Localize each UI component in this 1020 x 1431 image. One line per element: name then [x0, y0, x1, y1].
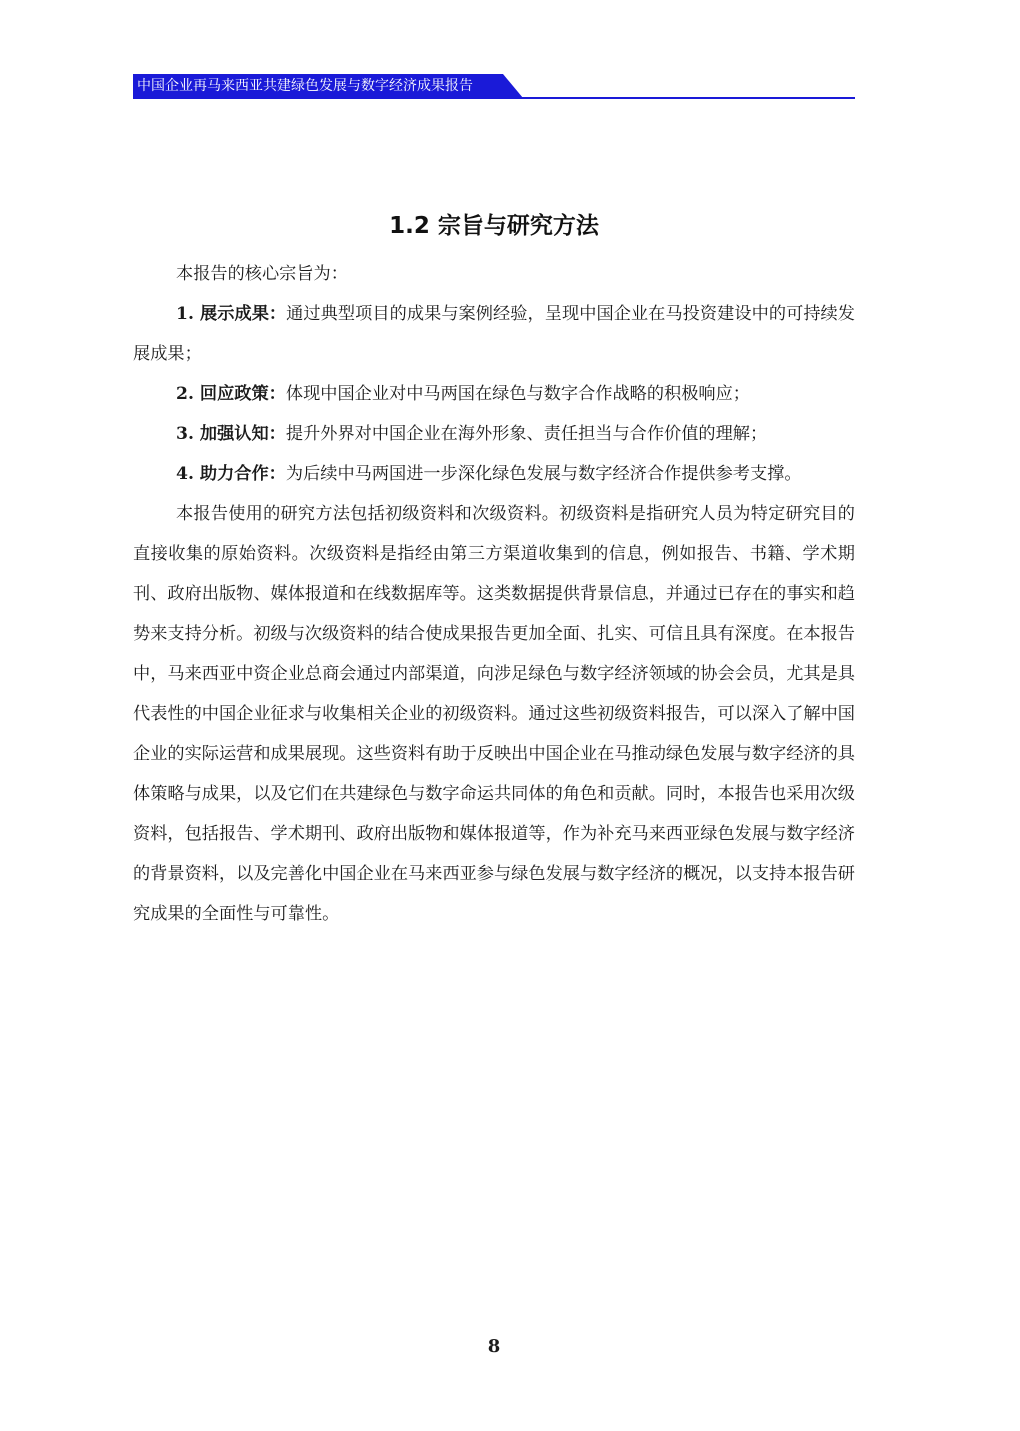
methodology-paragraph: 本报告使用的研究方法包括初级资料和次级资料。初级资料是指研究人员为特定研究目的直接收集的原始资料。次级资料是指经由第三方渠道收集到的信息，例如报告、书籍、学术期刊、政府出版物、媒体报道和在线数据库等。这类数据提供背景信息，并通过已存在的事实和趋势来支持分析。初级与次级资料的结合使成果报告更加全面、扎实、可信且具有深度。在本报告中，马来西亚中资企业总商会通过内部渠道，向涉足绿色与数字经济领域的协会会员，尤其是具代表性的中国企业征求与收集相关企业的初级资料。通过这些初级资料报告，可以深入了解中国企业的实际运营和成果展现。这些资料有助于反映出中国企业在马推动绿色发展与数字经济的具体策略与成果，以及它们在共建绿色与数字命运共同体的角色和贡献。同时，本报告也采用次级资料，包括报告、学术期刊、政府出版物和媒体报道等，作为补充马来西亚绿色发展与数字经济的背景资料，以及完善化中国企业在马来西亚参与绿色发展与数字经济的概况，以支持本报告研究成果的全面性与可靠性。 [133, 504, 855, 924]
purpose-item-1 [133, 294, 855, 374]
purpose-item-2 [133, 374, 855, 414]
body-text [133, 254, 855, 934]
purpose-label: 1. 展示成果： [176, 304, 287, 324]
purpose-label: 2. 回应政策： [176, 384, 286, 404]
purpose-item-3 [133, 414, 855, 454]
purpose-label: 3. 加强认知： [176, 424, 286, 444]
purpose-text: 通过典型项目的成果与案例经验，呈现中国企业在马投资建设中的可持续发展成果； [133, 304, 855, 364]
purpose-label: 4. 助力合作： [176, 464, 286, 484]
purpose-text: 为后续中马两国进一步深化绿色发展与数字经济合作提供参考支撑。 [285, 464, 802, 484]
header-rule [133, 97, 855, 99]
purpose-text: 提升外界对中国企业在海外形象、责任担当与合作价值的理解； [285, 424, 768, 444]
section-title: 1.2 宗旨与研究方法 [389, 213, 599, 239]
purpose-item-4 [133, 454, 855, 494]
intro-paragraph: 本报告的核心宗旨为： [176, 264, 348, 284]
page-number: 8 [487, 1336, 501, 1357]
purpose-text: 体现中国企业对中马两国在绿色与数字合作战略的积极响应； [285, 384, 750, 404]
running-header-title: 中国企业再马来西亚共建绿色发展与数字经济成果报告 [137, 78, 473, 94]
